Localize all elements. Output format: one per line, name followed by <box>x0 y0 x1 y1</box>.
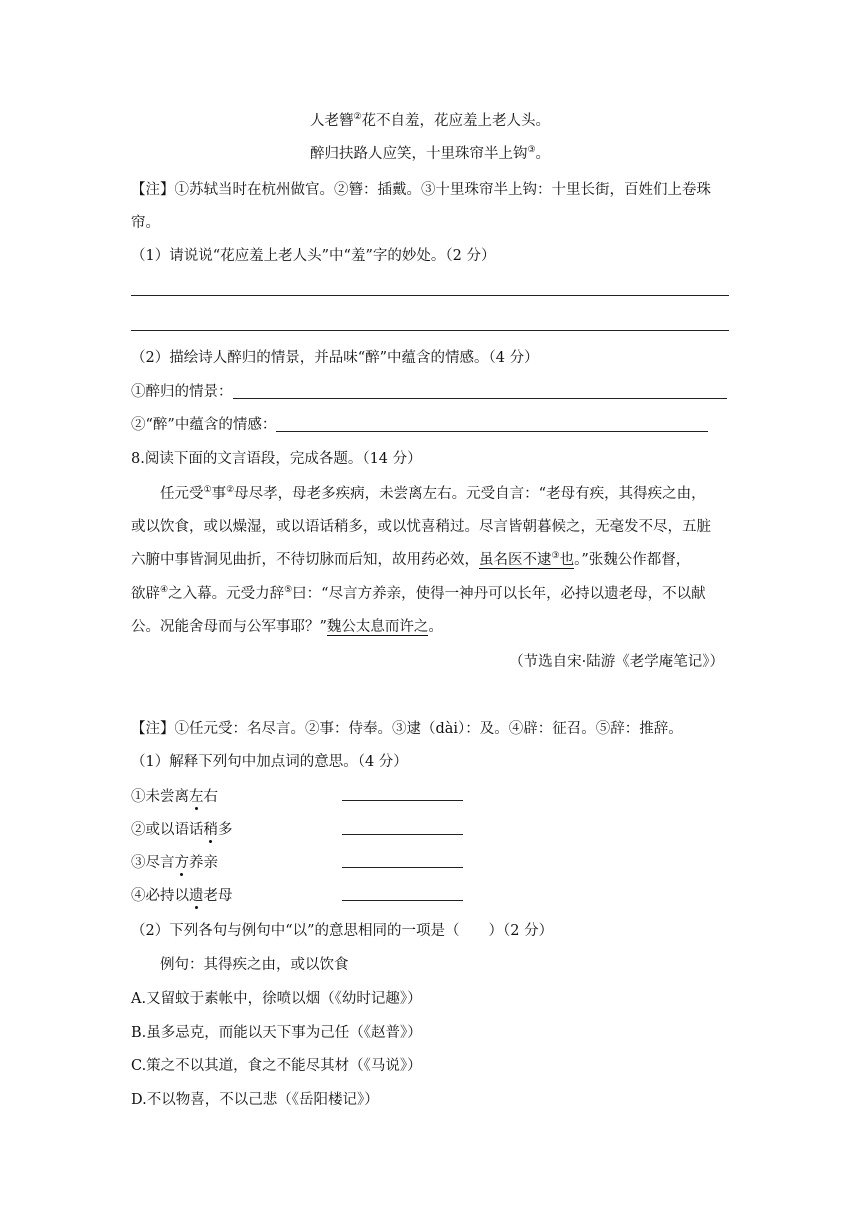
definition-item-3 <box>131 853 218 873</box>
answer-blank[interactable] <box>233 384 727 399</box>
option-a[interactable]: A.又留蚊于素帐中，徐喷以烟（《幼时记趣》） <box>131 991 422 1007</box>
poem-line-1 <box>0 111 860 131</box>
question-2-item-1 <box>131 382 727 402</box>
question-8-2-prompt: （2）下列各句与例句中“以”的意思相同的一项是（ ）（2 分） <box>131 923 554 939</box>
answer-blank[interactable] <box>276 417 708 432</box>
footnote-marker: ② <box>353 112 362 123</box>
item-text: ②或以语话 <box>131 822 204 838</box>
answer-blank[interactable] <box>342 800 463 801</box>
item-text: 多 <box>218 822 233 838</box>
definition-item-4 <box>131 886 233 906</box>
item-text: 养亲 <box>189 855 218 871</box>
dotted-word: 方 <box>174 855 189 871</box>
definition-item-2 <box>131 820 233 840</box>
answer-line[interactable] <box>131 295 729 296</box>
question-1-prompt: （1）请说说“花应羞上老人头”中“羞”字的妙处。（2 分） <box>131 248 496 264</box>
underlined-sentence <box>479 552 574 569</box>
passage-text: 也 <box>559 552 575 568</box>
answer-blank[interactable] <box>342 900 463 901</box>
question-8-1-prompt: （1）解释下列句中加点词的意思。（4 分） <box>131 754 408 770</box>
example-sentence: 例句：其得疾之由，或以饮食 <box>160 957 349 973</box>
item-text: ④必持以 <box>131 888 189 904</box>
passage-text: 六腑中事皆洞见曲折，不待切脉而后知，故用药必效， <box>131 552 479 568</box>
dotted-word: 遗 <box>189 888 204 904</box>
dotted-word: 左 <box>189 789 204 805</box>
answer-blank[interactable] <box>342 834 463 835</box>
passage-line-5 <box>131 617 443 637</box>
question-8-title: 8.阅读下面的文言语段，完成各题。（14 分） <box>131 451 422 467</box>
answer-line[interactable] <box>131 330 729 331</box>
question-2-item-2 <box>131 415 708 435</box>
passage-text: 事 <box>211 486 227 502</box>
question-2-prompt: （2）描绘诗人醉归的情景，并品味“醉”中蕴含的情感。（4 分） <box>131 350 539 366</box>
dotted-word: 稍 <box>203 822 218 838</box>
poem-text: 人老簪 <box>309 113 354 129</box>
passage-text: 公。况能舍母而与公军事耶？” <box>131 619 327 635</box>
poem-line-2 <box>0 144 860 164</box>
passage-line-1 <box>160 484 706 504</box>
passage-text: 。”张魏公作都督， <box>574 552 691 568</box>
item-text: ①未尝离 <box>131 789 189 805</box>
option-d[interactable]: D.不以物喜，不以己悲（《岳阳楼记》） <box>131 1092 379 1108</box>
passage-source: （节选自宋·陆游《老学庵笔记》） <box>509 654 724 670</box>
passage-text: 曰：“尽言方养亲，使得一神丹可以长年，必持以遗老母，不以献 <box>292 586 706 602</box>
footnote-marker: ③ <box>551 551 560 562</box>
item-label: ①醉归的情景： <box>131 384 233 400</box>
passage-text: 母尽孝，母老多疾病，未尝离左右。元受自言：“老母有疾，其得疾之由， <box>234 486 706 502</box>
poem-note-line-1: 【注】①苏轼当时在杭州做官。②簪：插戴。③十里珠帘半上钩：十里长街，百姓们上卷珠 <box>131 182 711 198</box>
poem-note-line-2: 帘。 <box>131 215 160 231</box>
passage-line-2: 或以饮食，或以燥湿，或以语话稍多，或以忧喜稍过。尽言皆朝暮候之，无毫发不尽，五脏 <box>131 519 711 535</box>
item-text: ③尽言 <box>131 855 175 871</box>
passage-text: 虽名医不逮 <box>479 552 552 568</box>
passage-text: 欲辟 <box>131 586 160 602</box>
passage-text: 。 <box>428 619 443 635</box>
footnote-marker: ④ <box>160 585 169 596</box>
definition-item-1 <box>131 787 218 807</box>
answer-blank[interactable] <box>342 867 463 868</box>
option-c[interactable]: C.策之不以其道，食之不能尽其材（《马说》） <box>131 1058 422 1074</box>
poem-text: 花不自羞，花应羞上老人头。 <box>361 113 551 129</box>
footnote-marker: ② <box>226 485 235 496</box>
item-text: 老母 <box>203 888 233 904</box>
footnote-marker: ⑤ <box>284 585 293 596</box>
poem-text: 醉归扶路人应笑，十里珠帘半上钩 <box>309 146 528 162</box>
passage-line-4 <box>131 584 706 604</box>
passage-text: 任元受 <box>160 486 204 502</box>
passage-line-3 <box>131 550 690 570</box>
underlined-sentence: 魏公太息而许之 <box>326 619 429 635</box>
item-text: 右 <box>203 789 218 805</box>
poem-text: 。 <box>535 146 551 162</box>
footnote-marker: ③ <box>527 145 536 156</box>
item-label: ②“醉”中蕴含的情感： <box>131 417 277 433</box>
footnote-marker: ① <box>203 485 212 496</box>
passage-note: 【注】①任元受：名尽言。②事：侍奉。③逮（dài）：及。④辟：征召。⑤辞：推辞。 <box>131 721 683 737</box>
passage-text: 之入幕。元受力辞 <box>168 586 285 602</box>
option-b[interactable]: B.虽多忌克，而能以天下事为己任（《赵普》） <box>131 1025 422 1041</box>
